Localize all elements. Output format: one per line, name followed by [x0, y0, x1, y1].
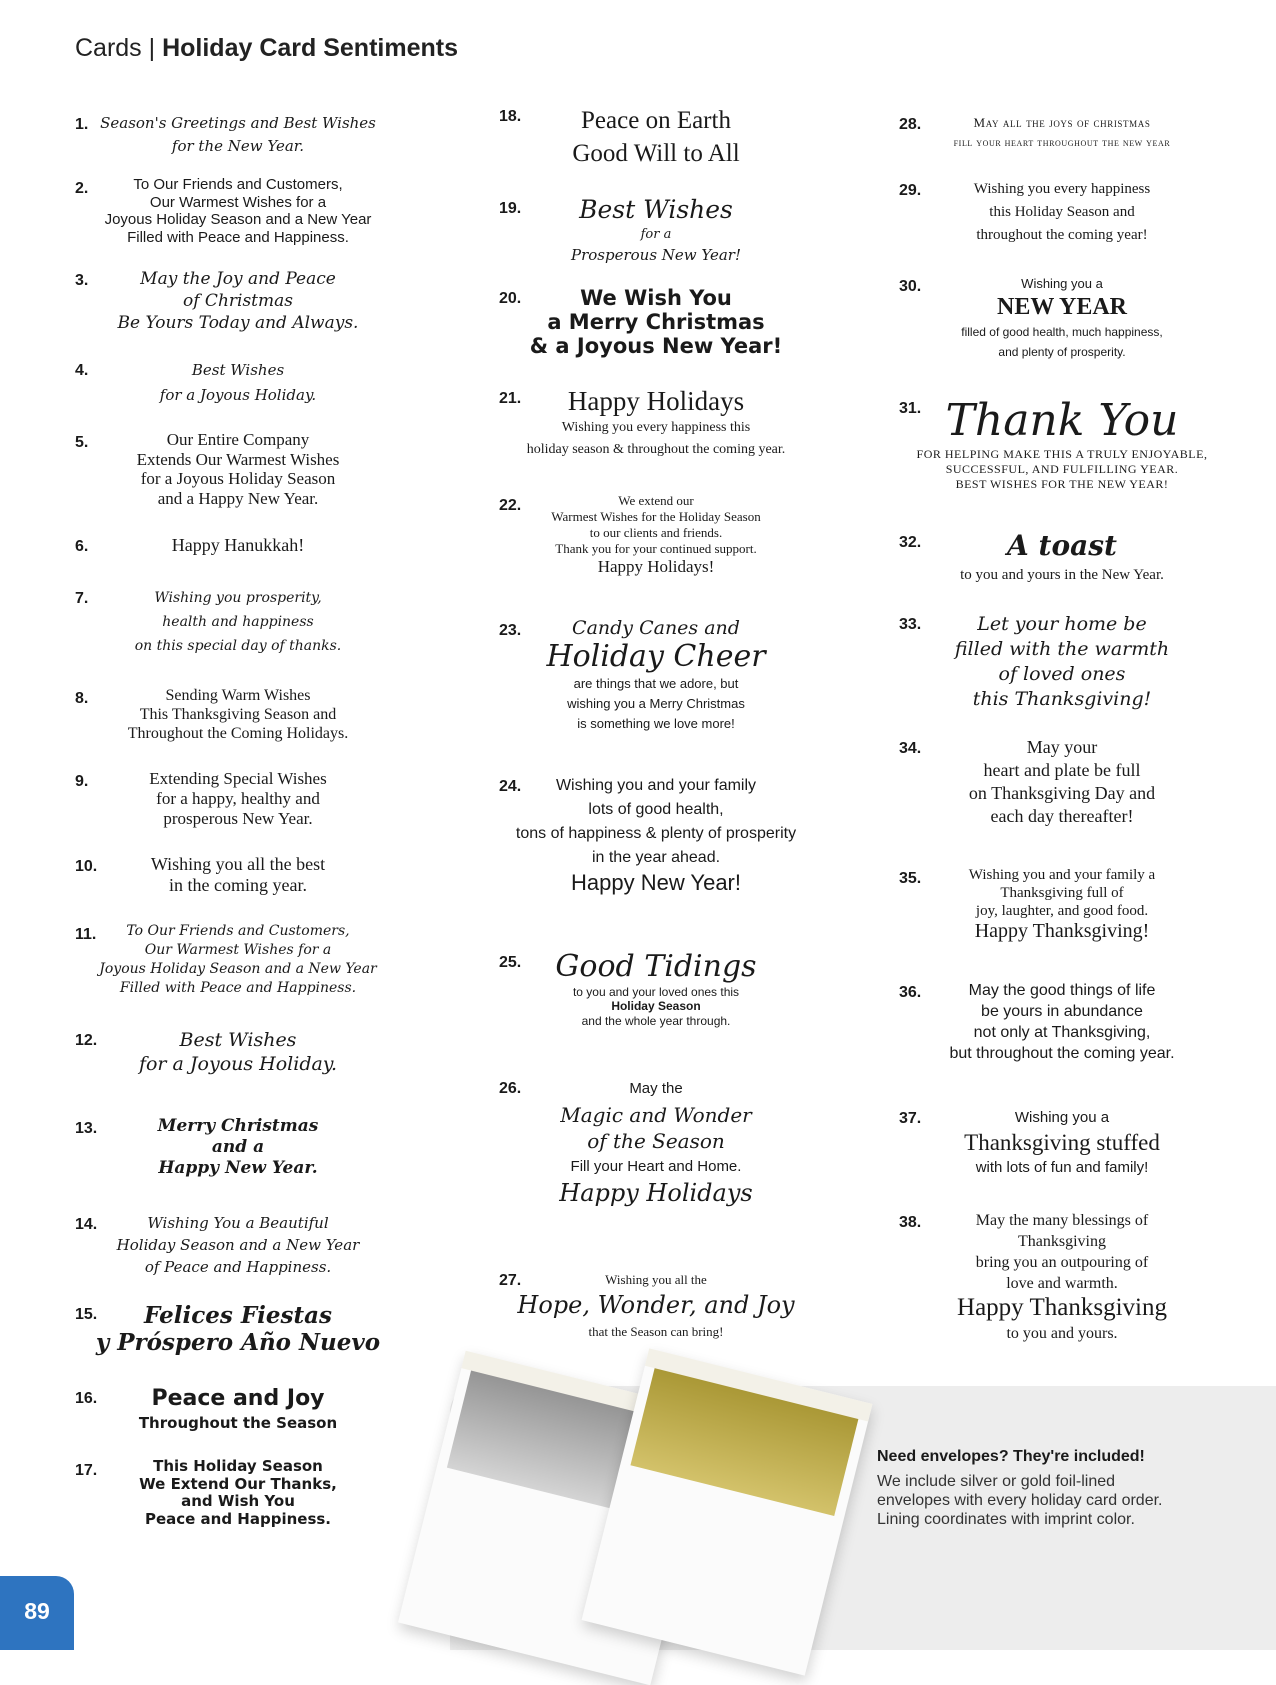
sentiment-line: May the many blessings of: [975, 1212, 1149, 1229]
sentiment-line: Best Wishes: [179, 1029, 297, 1051]
sentiment-line: but throughout the coming year.: [949, 1045, 1175, 1062]
sentiment-line: Extends Our Warmest Wishes: [136, 449, 340, 469]
sentiment-number: 8.: [75, 690, 89, 707]
sentiment-line: Wishing you a: [1021, 276, 1103, 291]
sentiment-number: 23.: [499, 622, 522, 639]
sentiment-line: and plenty of prosperity.: [998, 344, 1126, 359]
sentiment-line: is something we love more!: [577, 716, 735, 732]
sentiment-line: Filled with Peace and Happiness.: [127, 228, 349, 246]
sentiment-number: 37.: [899, 1110, 922, 1127]
sentiment-number: 32.: [899, 534, 922, 551]
sentiment-line: May the: [629, 1080, 683, 1097]
sentiment-line: Throughout the Season: [138, 1414, 338, 1433]
sentiment-line: Throughout the Coming Holidays.: [127, 725, 349, 742]
sentiment-line: to you and yours in the New Year.: [960, 567, 1164, 584]
sentiment-line: May all the joys of christmas: [973, 115, 1151, 130]
sentiment-line: Our Warmest Wishes for a: [144, 942, 332, 958]
sentiment-line: Magic and Wonder: [560, 1103, 752, 1127]
sentiment-number: 25.: [499, 954, 522, 971]
sentiment-line: be yours in abundance: [981, 1003, 1143, 1020]
sentiment-text: [496, 286, 816, 358]
sentiment-text: [78, 854, 398, 895]
sentiment-line: Be Yours Today and Always.: [117, 313, 359, 333]
sentiment-line: Best Wishes: [579, 195, 733, 224]
sentiment-line: and Wish You: [181, 1492, 295, 1510]
sentiment-line: bring you an outpouring of: [975, 1254, 1149, 1271]
sentiment-line: Thanksgiving: [1018, 1233, 1106, 1250]
sentiment-line: tons of happiness & plenty of prosperity: [515, 825, 797, 842]
sentiment-text: [496, 1268, 816, 1344]
sentiment-number: 38.: [899, 1214, 922, 1231]
sentiment-line: Good Tidings: [555, 949, 757, 984]
sentiment-line: for a Joyous Holiday Season: [140, 469, 336, 489]
sentiment-line: Happy Thanksgiving: [957, 1294, 1167, 1321]
category-label: Cards |: [75, 34, 163, 62]
sentiment-line: to our clients and friends.: [589, 525, 723, 540]
sentiment-number: 10.: [75, 858, 98, 875]
sentiment-line: Season's Greetings and Best Wishes: [100, 114, 376, 132]
sentiment-line: Wishing you prosperity,: [154, 590, 322, 606]
sentiment-text: [496, 386, 816, 461]
sentiment-line: Thanksgiving full of: [1000, 885, 1124, 901]
sentiment-line: Warmest Wishes for the Holiday Season: [551, 509, 761, 524]
sentiment-line: Holiday Cheer: [546, 638, 766, 674]
sentiment-text: [78, 268, 398, 334]
sentiment-text: [496, 1076, 816, 1208]
sentiment-line: of the Season: [587, 1129, 725, 1153]
sentiment-line: SUCCESSFUL, AND FULFILLING YEAR.: [945, 461, 1179, 476]
sentiment-line: May the Joy and Peace: [140, 269, 336, 289]
sentiment-line: Happy New Year!: [571, 870, 741, 895]
sentiment-line: love and warmth.: [1006, 1275, 1118, 1292]
sentiment-line: for a Joyous Holiday.: [138, 1053, 338, 1075]
sentiment-number: 28.: [899, 116, 922, 133]
sentiment-text: [902, 1210, 1222, 1344]
sentiment-line: for a Joyous Holiday.: [159, 386, 317, 404]
sentiment-text: [902, 178, 1222, 247]
sentiment-line: Felices Fiestas: [144, 1302, 332, 1329]
sentiment-text: [902, 274, 1222, 362]
sentiment-line: of Christmas: [183, 291, 293, 311]
sentiment-line: Joyous Holiday Season and a New Year: [104, 211, 372, 228]
sentiment-number: 21.: [499, 390, 522, 407]
sentiment-number: 30.: [899, 278, 922, 295]
sentiment-number: 16.: [75, 1390, 98, 1407]
sentiment-text: [78, 534, 398, 556]
sentiment-line: health and happiness: [162, 614, 314, 630]
sentiment-line: Happy Holidays!: [597, 557, 715, 576]
sentiment-line: Joyous Holiday Season and a New Year: [99, 961, 377, 977]
sentiment-line: Thanksgiving stuffed: [964, 1130, 1160, 1155]
sentiment-line: Wishing you all the best: [150, 854, 326, 874]
sentiment-line: May your: [1026, 737, 1098, 757]
sentiment-line: FOR HELPING MAKE THIS A TRULY ENJOYABLE,: [916, 446, 1208, 461]
sentiment-line: Wishing you and your family a: [968, 867, 1156, 883]
sentiment-text: [78, 1116, 398, 1179]
sentiment-line: and a: [211, 1137, 265, 1157]
sentiment-number: 34.: [899, 740, 922, 757]
sentiment-line: This Thanksgiving Season and: [139, 706, 337, 723]
sentiment-line: on Thanksgiving Day and: [968, 783, 1156, 803]
sentiment-line: filled of good health, much happiness,: [961, 324, 1163, 339]
sentiment-line: Wishing You a Beautiful: [147, 1214, 329, 1232]
sentiment-line: Best Wishes: [191, 361, 285, 379]
sentiment-line: Thank you for your continued support.: [555, 541, 757, 556]
sentiment-line: in the year ahead.: [591, 849, 721, 866]
sentiment-line: Candy Canes and: [572, 617, 740, 639]
sentiment-line: holiday season & throughout the coming year.: [526, 442, 786, 458]
sentiment-line: Wishing you every happiness: [973, 181, 1151, 197]
sentiment-number: 22.: [499, 497, 522, 514]
sentiment-line: Holiday Season and a New Year: [116, 1236, 360, 1254]
sentiment-line: Wishing you and your family: [555, 777, 757, 794]
sentiment-number: 20.: [499, 290, 522, 307]
sentiment-line: Happy New Year.: [158, 1158, 318, 1178]
sentiment-line: that the Season can bring!: [588, 1323, 724, 1339]
sentiment-line: are things that we adore, but: [573, 676, 739, 692]
sentiment-text: [496, 493, 816, 577]
sentiment-text: [78, 1212, 398, 1278]
sentiment-line: joy, laughter, and good food.: [975, 903, 1149, 919]
sentiment-number: 15.: [75, 1306, 98, 1323]
sentiment-number: 6.: [75, 538, 89, 555]
promo-title: Need envelopes? They're included!: [877, 1448, 1145, 1465]
sentiment-line: this Thanksgiving!: [972, 688, 1152, 710]
sentiment-text: [496, 618, 816, 734]
sentiment-line: of Peace and Happiness.: [144, 1258, 332, 1276]
sentiment-line: a Merry Christmas: [547, 310, 765, 335]
sentiment-line: to you and yours.: [1006, 1324, 1118, 1342]
page-title: Holiday Card Sentiments: [162, 34, 458, 62]
sentiment-number: 26.: [499, 1080, 522, 1097]
sentiment-number: 1.: [75, 116, 89, 133]
sentiment-line: not only at Thanksgiving,: [973, 1024, 1151, 1041]
sentiment-line: A toast: [1007, 529, 1117, 562]
sentiment-number: 14.: [75, 1216, 98, 1233]
sentiment-text: [496, 196, 816, 265]
sentiment-line: throughout the coming year!: [976, 227, 1148, 243]
sentiment-text: [78, 686, 398, 743]
sentiment-number: 9.: [75, 773, 89, 790]
sentiment-line: BEST WISHES FOR THE NEW YEAR!: [955, 476, 1169, 491]
sentiment-line: for the New Year.: [171, 137, 305, 155]
sentiment-line: Wishing you every happiness this: [561, 420, 751, 436]
page-number: 89: [0, 1576, 74, 1650]
sentiment-number: 13.: [75, 1120, 98, 1137]
sentiment-text: [902, 866, 1222, 943]
sentiment-number: 24.: [499, 778, 522, 795]
sentiment-line: Happy Thanksgiving!: [974, 920, 1150, 942]
sentiment-text: [902, 612, 1222, 712]
sentiment-line: for a happy, healthy and: [156, 789, 320, 808]
sentiment-line: May the good things of life: [968, 982, 1156, 999]
sentiment-text: [78, 922, 398, 998]
sentiment-number: 2.: [75, 180, 89, 197]
sentiment-line: We Wish You: [580, 286, 732, 310]
sentiment-line: & a Joyous New Year!: [529, 334, 783, 359]
sentiment-line: To Our Friends and Customers,: [126, 923, 350, 939]
sentiment-text: [902, 1106, 1222, 1180]
sentiment-line: and the whole year through.: [581, 1013, 731, 1028]
page-header: [75, 34, 458, 63]
sentiment-line: NEW YEAR: [996, 294, 1128, 320]
sentiment-number: 18.: [499, 108, 522, 125]
sentiment-line: To Our Friends and Customers,: [133, 176, 343, 193]
sentiment-line: Good Will to All: [572, 140, 740, 167]
sentiment-line: We Extend Our Thanks,: [139, 1474, 337, 1493]
sentiment-text: [496, 950, 816, 1028]
sentiment-line: Prosperous New Year!: [570, 245, 742, 264]
sentiment-line: We extend our: [618, 493, 694, 508]
sentiment-number: 7.: [75, 590, 89, 607]
sentiment-number: 33.: [899, 616, 922, 633]
sentiment-line: filled with the warmth: [954, 638, 1170, 660]
sentiment-number: 5.: [75, 434, 89, 451]
sentiment-text: [78, 769, 398, 829]
sentiment-line: Peace on Earth: [581, 107, 731, 134]
sentiment-line: Fill your Heart and Home.: [570, 1158, 742, 1175]
sentiment-line: fill your heart throughout the new year: [953, 137, 1171, 149]
sentiment-line: Happy Hanukkah!: [171, 535, 305, 555]
sentiment-line: y Próspero Año Nuevo: [95, 1329, 381, 1356]
sentiment-line: to you and your loved ones this: [572, 984, 740, 999]
sentiment-text: [496, 774, 816, 895]
sentiment-line: this Holiday Season and: [989, 204, 1135, 220]
sentiment-line: Happy Holidays: [567, 386, 745, 416]
sentiment-line: in the coming year.: [169, 874, 307, 895]
sentiment-line: Wishing you a: [1014, 1109, 1110, 1126]
sentiment-number: 17.: [75, 1462, 98, 1479]
sentiment-line: Let your home be: [977, 613, 1147, 635]
sentiment-text: [78, 1458, 398, 1528]
sentiment-text: [78, 112, 398, 158]
sentiment-line: of loved ones: [998, 663, 1126, 685]
sentiment-text: [902, 396, 1222, 492]
sentiment-line: Filled with Peace and Happiness.: [119, 980, 357, 996]
sentiment-text: [902, 112, 1222, 154]
sentiment-line: Extending Special Wishes: [149, 769, 327, 788]
sentiment-line: This Holiday Season: [153, 1457, 323, 1475]
sentiment-line: Sending Warm Wishes: [165, 687, 311, 704]
sentiment-text: [902, 530, 1222, 588]
sentiment-line: Peace and Happiness.: [144, 1509, 332, 1528]
sentiment-line: Hope, Wonder, and Joy: [517, 1291, 795, 1319]
envelope-promo: [877, 1448, 1177, 1529]
sentiment-line: each day thereafter!: [990, 806, 1134, 826]
sentiment-line: Happy Holidays: [559, 1179, 753, 1207]
sentiment-line: for a: [640, 226, 672, 242]
sentiment-text: [78, 1386, 398, 1435]
sentiment-text: [78, 430, 398, 508]
sentiment-line: Wishing you all the: [605, 1272, 707, 1287]
sentiment-line: Thank You: [945, 395, 1179, 446]
sentiment-number: 4.: [75, 362, 89, 379]
sentiment-number: 3.: [75, 272, 89, 289]
sentiment-number: 27.: [499, 1272, 522, 1289]
sentiment-number: 12.: [75, 1032, 98, 1049]
promo-body: We include silver or gold foil-lined envelopes with every holiday card order. Lining coordinates with imprint color.: [877, 1473, 1163, 1528]
sentiment-line: lots of good health,: [588, 801, 724, 818]
sentiment-number: 31.: [899, 400, 922, 417]
sentiment-line: Merry Christmas: [157, 1116, 319, 1136]
sentiment-line: Our Warmest Wishes for a: [149, 193, 327, 211]
sentiment-line: prosperous New Year.: [163, 809, 313, 828]
sentiment-text: [78, 176, 398, 246]
sentiment-text: [78, 1028, 398, 1076]
sentiment-text: [902, 980, 1222, 1064]
sentiment-line: with lots of fun and family!: [975, 1159, 1149, 1177]
sentiment-number: 29.: [899, 182, 922, 199]
sentiment-line: Our Entire Company: [166, 430, 310, 449]
sentiment-number: 19.: [499, 200, 522, 217]
sentiment-line: on this special day of thanks.: [134, 638, 342, 654]
sentiment-number: 36.: [899, 984, 922, 1001]
sentiment-line: Peace and Joy: [151, 1386, 325, 1411]
sentiment-number: 11.: [75, 926, 97, 943]
sentiment-line: and a Happy New Year.: [157, 488, 319, 508]
sentiment-text: [902, 736, 1222, 828]
sentiment-line: wishing you a Merry Christmas: [567, 696, 745, 712]
sentiment-text: [78, 1302, 398, 1356]
sentiment-line: Holiday Season: [611, 999, 701, 1013]
sentiment-number: 35.: [899, 870, 922, 887]
sentiment-text: [78, 586, 398, 658]
sentiment-line: heart and plate be full: [983, 760, 1141, 780]
sentiment-text: [496, 104, 816, 170]
sentiment-text: [78, 358, 398, 408]
